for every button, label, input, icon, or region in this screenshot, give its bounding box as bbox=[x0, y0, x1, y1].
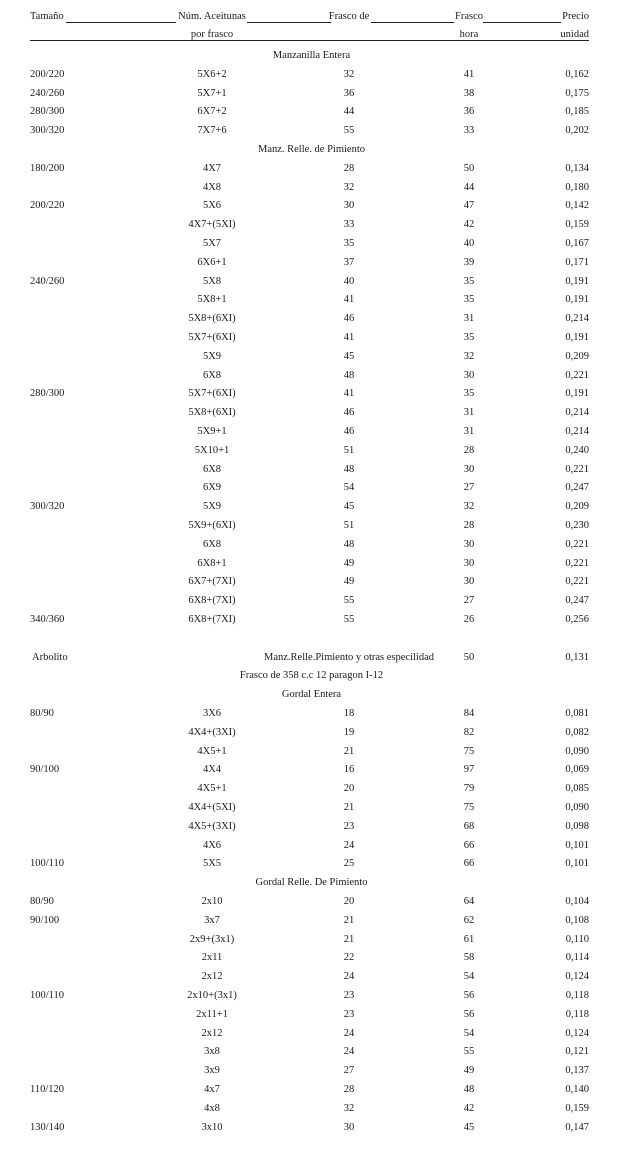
header-num-label-line2: por frasco bbox=[190, 29, 234, 40]
row-hora-cell: 84 bbox=[463, 708, 475, 719]
row-num-cell: 5X9 bbox=[202, 350, 222, 362]
row-hora-cell: 42 bbox=[463, 1102, 475, 1114]
row-num-cell: 3x9 bbox=[204, 1065, 220, 1077]
row-hora-cell: 97 bbox=[463, 764, 475, 776]
row-num-cell: 6X8 bbox=[202, 538, 222, 550]
row-precio-cell: 0,214 bbox=[565, 407, 589, 419]
row-precio-cell: 0,081 bbox=[565, 708, 589, 719]
row-hora-cell: 44 bbox=[463, 181, 475, 193]
row-num-cell: 4X4+(5XI) bbox=[188, 802, 236, 813]
row-size-cell: 300/320 bbox=[30, 125, 65, 137]
row-num-cell: 4X5+1 bbox=[197, 745, 227, 757]
row-precio-cell: 0,090 bbox=[565, 745, 589, 757]
row-hora-cell: 35 bbox=[463, 332, 475, 343]
row-frasco-cell: 23 bbox=[343, 820, 355, 832]
row-hora-cell: 38 bbox=[463, 87, 475, 99]
row-hora-cell: 36 bbox=[463, 106, 475, 118]
row-precio-cell: 0,221 bbox=[565, 369, 589, 381]
header-rule-hora bbox=[483, 22, 561, 23]
row-num-cell: 5X6 bbox=[202, 200, 222, 212]
row-size-cell: 100/110 bbox=[30, 858, 65, 870]
header-bottom-rule bbox=[30, 40, 589, 41]
row-hora-cell: 64 bbox=[463, 896, 475, 907]
row-hora-cell: 75 bbox=[463, 802, 475, 813]
row-num-cell: 7X7+6 bbox=[197, 125, 227, 137]
row-size-cell: 200/220 bbox=[30, 200, 65, 212]
row-num-cell: 5X8+(6XI) bbox=[188, 407, 236, 419]
row-num-cell: 4X5+1 bbox=[197, 783, 227, 795]
row-precio-cell: 0,180 bbox=[565, 181, 589, 193]
section-heading-text: Manzanilla Entera bbox=[272, 50, 351, 61]
row-frasco-cell: 21 bbox=[343, 914, 355, 926]
row-hora-cell: 82 bbox=[463, 726, 475, 738]
row-hora-cell: 39 bbox=[463, 256, 475, 268]
row-frasco-cell: 54 bbox=[343, 482, 355, 494]
row-precio-cell: 0,085 bbox=[565, 783, 589, 795]
row-precio-cell: 0,114 bbox=[565, 952, 589, 964]
row-precio-cell: 0,221 bbox=[565, 576, 589, 588]
row-precio-cell: 0,191 bbox=[565, 388, 589, 400]
row-frasco-cell: 45 bbox=[343, 350, 355, 362]
row-hora-cell: 49 bbox=[463, 1065, 475, 1077]
row-precio-cell: 0,230 bbox=[565, 520, 589, 531]
row-frasco-cell: 20 bbox=[343, 896, 355, 907]
row-precio-cell: 0,214 bbox=[565, 313, 589, 325]
row-num-cell: 4x8 bbox=[204, 1102, 220, 1114]
row-frasco-cell: 21 bbox=[343, 745, 355, 757]
header-precio-label-line1: Precio bbox=[562, 11, 589, 22]
row-precio-cell: 0,069 bbox=[565, 764, 589, 776]
row-frasco-cell: 18 bbox=[343, 708, 355, 719]
row-precio-cell: 0,118 bbox=[565, 990, 589, 1001]
row-precio-cell: 0,221 bbox=[565, 538, 589, 550]
row-precio-cell: 0,191 bbox=[565, 275, 589, 287]
row-frasco-cell: 32 bbox=[343, 181, 355, 193]
row-size-cell: 340/360 bbox=[30, 614, 65, 625]
row-frasco-cell: 25 bbox=[343, 858, 355, 870]
row-frasco-cell: 24 bbox=[343, 971, 355, 983]
row-precio-cell: 0,209 bbox=[565, 501, 589, 513]
row-hora-cell: 58 bbox=[463, 952, 475, 964]
row-num-cell: 5X9 bbox=[202, 501, 222, 513]
row-frasco-cell: 27 bbox=[343, 1065, 355, 1077]
row-precio-cell: 0,185 bbox=[565, 106, 589, 118]
row-hora-cell: 50 bbox=[463, 162, 475, 174]
row-num-cell: 4x7 bbox=[204, 1084, 220, 1095]
row-hora-cell: 62 bbox=[463, 914, 475, 926]
section-heading-text: Gordal Relle. De Pimiento bbox=[255, 877, 368, 889]
row-size-cell: 280/300 bbox=[30, 106, 65, 118]
row-frasco-cell: 44 bbox=[343, 106, 355, 118]
row-num-cell: 5X7+1 bbox=[197, 87, 227, 99]
row-hora-cell: 28 bbox=[463, 520, 475, 531]
row-precio-cell: 0,221 bbox=[565, 557, 589, 569]
row-hora-cell: 27 bbox=[463, 482, 475, 494]
row-num-cell: 3X6 bbox=[202, 708, 222, 719]
row-num-cell: 5X8+(6XI) bbox=[188, 313, 236, 325]
row-num-cell: 4X8 bbox=[202, 181, 222, 193]
row-hora-cell: 35 bbox=[463, 275, 475, 287]
row-frasco-cell: 24 bbox=[343, 1027, 355, 1039]
row-hora-cell: 32 bbox=[463, 350, 475, 362]
row-num-cell: 6X8 bbox=[202, 463, 222, 475]
row-num-cell: 2x11 bbox=[201, 952, 223, 964]
row-precio-cell: 0,147 bbox=[565, 1121, 589, 1133]
row-num-cell: 6X7+(7XI) bbox=[188, 576, 236, 588]
row-frasco-cell: 49 bbox=[343, 576, 355, 588]
row-hora-cell: 31 bbox=[463, 407, 475, 419]
row-hora-cell: 47 bbox=[463, 200, 475, 212]
row-num-cell: 5X9+(6XI) bbox=[188, 520, 236, 531]
row-precio-cell: 0,101 bbox=[565, 839, 589, 851]
row-size-cell: 180/200 bbox=[30, 162, 65, 174]
row-hora-cell: 54 bbox=[463, 1027, 475, 1039]
row-size-cell: 240/260 bbox=[30, 275, 65, 287]
row-frasco-cell: 23 bbox=[343, 1008, 355, 1020]
row-frasco-cell: 35 bbox=[343, 238, 355, 249]
row-num-cell: 4X4+(3XI) bbox=[188, 726, 236, 738]
row-num-cell: 5X8 bbox=[202, 275, 222, 287]
section-heading-text: Gordal Entera bbox=[281, 689, 342, 701]
row-precio-cell: 0,110 bbox=[565, 933, 589, 945]
row-frasco-cell: 30 bbox=[343, 200, 355, 212]
row-precio-cell: 0,118 bbox=[565, 1008, 589, 1020]
row-frasco-cell: 36 bbox=[343, 87, 355, 99]
row-precio-cell: 0,240 bbox=[565, 444, 589, 456]
row-precio-cell: 0,247 bbox=[565, 482, 589, 494]
row-precio-cell: 0,256 bbox=[565, 614, 589, 625]
row-size-cell: 90/100 bbox=[30, 914, 60, 926]
row-hora-cell: 45 bbox=[463, 1121, 475, 1133]
row-num-cell: 5X6+2 bbox=[197, 68, 227, 80]
row-size-cell: 130/140 bbox=[30, 1121, 65, 1133]
row-precio-cell: 0,104 bbox=[565, 896, 589, 907]
row-frasco-cell: 24 bbox=[343, 1046, 355, 1058]
row-precio-cell: 0,159 bbox=[565, 1102, 589, 1114]
row-num-cell: 4X5+(3XI) bbox=[188, 820, 236, 832]
row-size-cell: 200/220 bbox=[30, 68, 65, 80]
row-hora-cell: 30 bbox=[463, 463, 475, 475]
row-precio-cell: 0,162 bbox=[565, 68, 589, 80]
row-num-cell: 6X6+1 bbox=[197, 256, 227, 268]
row-precio-cell: 0,214 bbox=[565, 426, 589, 437]
row-size-cell: Arbolito bbox=[32, 651, 68, 663]
row-num-cell: 3x8 bbox=[204, 1046, 220, 1058]
row-frasco-cell: 55 bbox=[343, 125, 355, 137]
row-precio-cell: 0,191 bbox=[565, 332, 589, 343]
row-hora-cell: 55 bbox=[463, 1046, 475, 1058]
header-rule-frasco bbox=[371, 22, 454, 23]
header-num-label-line1: Núm. Aceitunas bbox=[178, 11, 246, 22]
row-hora-cell: 56 bbox=[463, 990, 475, 1001]
row-num-cell: 2x9+(3x1) bbox=[189, 933, 235, 945]
row-frasco-cell: 32 bbox=[343, 1102, 355, 1114]
row-num-cell: 2x12 bbox=[201, 971, 223, 983]
row-num-cell: 6X8+(7XI) bbox=[188, 614, 236, 625]
row-hora-cell: 68 bbox=[463, 820, 475, 832]
row-num-cell: 5X10+1 bbox=[194, 444, 230, 456]
row-num-cell: 5X5 bbox=[202, 858, 222, 870]
row-frasco-cell: 19 bbox=[343, 726, 355, 738]
row-num-cell: 2x10+(3x1) bbox=[187, 990, 237, 1001]
row-frasco-cell: 24 bbox=[343, 839, 355, 851]
row-frasco-cell: 40 bbox=[343, 275, 355, 287]
row-frasco-cell: 55 bbox=[343, 595, 355, 607]
row-frasco-cell: 28 bbox=[343, 1084, 355, 1095]
row-hora-cell: 28 bbox=[463, 444, 475, 456]
row-hora-cell: 54 bbox=[463, 971, 475, 983]
row-hora-cell: 33 bbox=[463, 125, 475, 137]
row-precio-cell: 0,167 bbox=[565, 238, 589, 249]
row-precio-cell: 0,202 bbox=[565, 125, 589, 137]
header-frasco-label: Frasco de bbox=[328, 11, 370, 22]
row-num-cell: 3x10 bbox=[201, 1121, 223, 1133]
row-num-cell: 6X8+(7XI) bbox=[188, 595, 236, 607]
row-hora-cell: 66 bbox=[463, 858, 475, 870]
row-precio-cell: 0,209 bbox=[565, 350, 589, 362]
row-hora-cell: 31 bbox=[463, 313, 475, 325]
row-frasco-cell: 21 bbox=[343, 802, 355, 813]
row-hora-cell: 30 bbox=[463, 538, 475, 550]
header-rule-size bbox=[66, 22, 176, 23]
row-precio-cell: 0,142 bbox=[565, 200, 589, 212]
row-size-cell: 80/90 bbox=[30, 896, 54, 907]
row-frasco-cell: 20 bbox=[343, 783, 355, 795]
section-heading-text: Manz. Relle. de Pimiento bbox=[257, 144, 366, 155]
row-frasco-cell: 46 bbox=[343, 407, 355, 419]
header-rule-num bbox=[247, 22, 331, 23]
row-hora-cell: 48 bbox=[463, 1084, 475, 1095]
row-precio-cell: 0,221 bbox=[565, 463, 589, 475]
row-precio-cell: 0,124 bbox=[565, 971, 589, 983]
row-num-cell: 5X7+(6XI) bbox=[188, 388, 236, 400]
row-frasco-cell: 48 bbox=[343, 463, 355, 475]
row-hora-cell: 27 bbox=[463, 595, 475, 607]
row-num-cell: 2x12 bbox=[201, 1027, 223, 1039]
row-precio-cell: 0,171 bbox=[565, 256, 589, 268]
row-precio-cell: 0,082 bbox=[565, 726, 589, 738]
row-hora-cell: 50 bbox=[463, 651, 475, 663]
row-num-cell: 5X7+(6XI) bbox=[188, 332, 236, 343]
row-precio-cell: 0,108 bbox=[565, 914, 589, 926]
row-precio-cell: 0,121 bbox=[565, 1046, 589, 1058]
row-num-cell: 3x7 bbox=[204, 914, 220, 926]
row-frasco-cell: 33 bbox=[343, 219, 355, 231]
row-precio-cell: 0,159 bbox=[565, 219, 589, 231]
row-frasco-cell: 55 bbox=[343, 614, 355, 625]
row-frasco-cell: 21 bbox=[343, 933, 355, 945]
header-hora-label-line2: hora bbox=[459, 29, 479, 40]
row-precio-cell: 0,134 bbox=[565, 162, 589, 174]
row-num-cell: 5X9+1 bbox=[197, 426, 227, 437]
row-precio-cell: 0,175 bbox=[565, 87, 589, 99]
row-frasco-cell: 41 bbox=[343, 388, 355, 400]
row-size-cell: 80/90 bbox=[30, 708, 54, 719]
row-size-cell: 240/260 bbox=[30, 87, 65, 99]
row-precio-cell: 0,101 bbox=[565, 858, 589, 870]
row-frasco-cell: 16 bbox=[343, 764, 355, 776]
row-frasco-cell: 22 bbox=[343, 952, 355, 964]
row-frasco-cell: 37 bbox=[343, 256, 355, 268]
row-precio-cell: 0,140 bbox=[565, 1084, 589, 1095]
row-num-cell: 4X6 bbox=[202, 839, 222, 851]
row-size-cell: 100/110 bbox=[30, 990, 65, 1001]
header-hora-label-line1: Frasco bbox=[455, 11, 483, 22]
row-num-cell: 6X7+2 bbox=[197, 106, 227, 118]
row-frasco-cell: 30 bbox=[343, 1121, 355, 1133]
row-hora-cell: 42 bbox=[463, 219, 475, 231]
row-size-cell: 90/100 bbox=[30, 764, 60, 776]
row-size-cell: 300/320 bbox=[30, 501, 65, 513]
row-num-cell: 4X7+(5XI) bbox=[188, 219, 236, 231]
row-num-cell: 6X9 bbox=[202, 482, 222, 494]
section-heading-text: Frasco de 358 c.c 12 paragon I-12 bbox=[239, 670, 384, 682]
row-hora-cell: 61 bbox=[463, 933, 475, 945]
row-hora-cell: 31 bbox=[463, 426, 475, 437]
row-hora-cell: 26 bbox=[463, 614, 475, 625]
row-hora-cell: 30 bbox=[463, 576, 475, 588]
row-hora-cell: 40 bbox=[463, 238, 475, 249]
row-num-cell: 2x10 bbox=[201, 896, 223, 907]
row-frasco-cell: 23 bbox=[343, 990, 355, 1001]
row-num-cell: 2x11+1 bbox=[196, 1008, 228, 1020]
header-precio-label-line2: unidad bbox=[560, 29, 589, 40]
row-hora-cell: 30 bbox=[463, 369, 475, 381]
row-hora-cell: 35 bbox=[463, 294, 475, 306]
row-num-cell: 4X4 bbox=[202, 764, 222, 776]
row-num-cell: 6X8 bbox=[202, 369, 222, 381]
row-size-cell: 110/120 bbox=[30, 1084, 65, 1095]
row-hora-cell: 30 bbox=[463, 557, 475, 569]
row-size-cell: 280/300 bbox=[30, 388, 65, 400]
row-precio-cell: 0,131 bbox=[565, 651, 589, 663]
row-hora-cell: 56 bbox=[463, 1008, 475, 1020]
row-num-cell: 5X7 bbox=[202, 238, 222, 249]
row-hora-cell: 41 bbox=[463, 68, 475, 80]
row-frasco-cell: 48 bbox=[343, 538, 355, 550]
row-num-cell: 4X7 bbox=[202, 162, 222, 174]
row-hora-cell: 35 bbox=[463, 388, 475, 400]
row-frasco-cell: 49 bbox=[343, 557, 355, 569]
row-frasco-cell: 45 bbox=[343, 501, 355, 513]
row-frasco-cell: 51 bbox=[343, 520, 355, 531]
row-hora-cell: 79 bbox=[463, 783, 475, 795]
header-size-label: Tamaño bbox=[30, 11, 64, 22]
row-frasco-cell: 46 bbox=[343, 426, 355, 437]
row-precio-cell: 0,090 bbox=[565, 802, 589, 813]
row-precio-cell: 0,247 bbox=[565, 595, 589, 607]
row-precio-cell: 0,191 bbox=[565, 294, 589, 306]
row-hora-cell: 32 bbox=[463, 501, 475, 513]
row-note-cell: Manz.Relle.Pimiento y otras especilidad bbox=[264, 651, 434, 663]
row-precio-cell: 0,137 bbox=[565, 1065, 589, 1077]
row-frasco-cell: 32 bbox=[343, 68, 355, 80]
row-frasco-cell: 28 bbox=[343, 162, 355, 174]
row-frasco-cell: 41 bbox=[343, 332, 355, 343]
row-precio-cell: 0,124 bbox=[565, 1027, 589, 1039]
row-hora-cell: 66 bbox=[463, 839, 475, 851]
row-num-cell: 5X8+1 bbox=[197, 294, 227, 306]
row-precio-cell: 0,098 bbox=[565, 820, 589, 832]
row-num-cell: 6X8+1 bbox=[197, 557, 227, 569]
row-frasco-cell: 48 bbox=[343, 369, 355, 381]
row-hora-cell: 75 bbox=[463, 745, 475, 757]
row-frasco-cell: 51 bbox=[343, 444, 355, 456]
row-frasco-cell: 41 bbox=[343, 294, 355, 306]
row-frasco-cell: 46 bbox=[343, 313, 355, 325]
